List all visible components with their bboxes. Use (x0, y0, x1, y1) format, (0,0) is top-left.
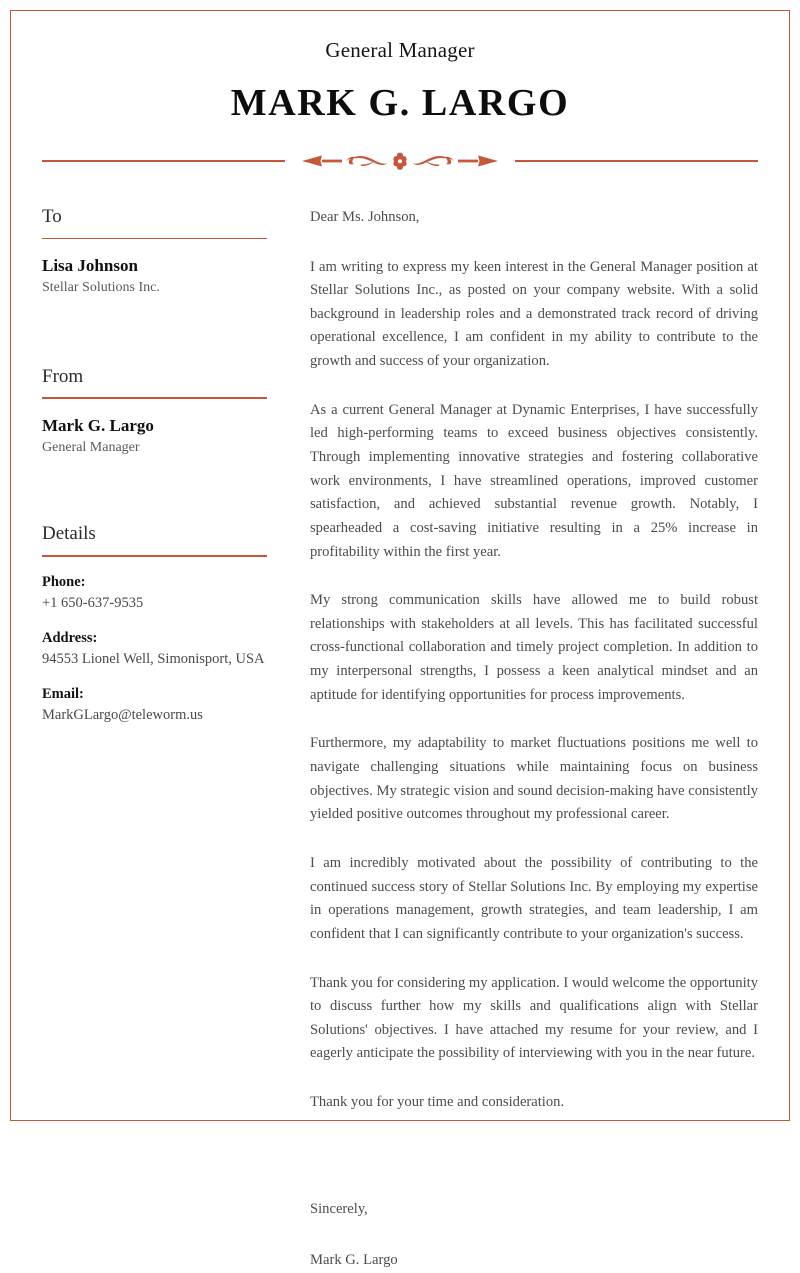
letter-paragraph: Thank you for your time and consideration. (310, 1094, 565, 1111)
detail-item-address (42, 629, 267, 670)
detail-item-email (42, 685, 267, 726)
detail-value-phone: +1 650-637-9535 (42, 595, 144, 612)
sender-title: General Manager (42, 440, 140, 456)
letter-header (42, 0, 758, 126)
detail-value-email: MarkGLargo@teleworm.us (42, 707, 203, 724)
detail-label-email: Email: (42, 685, 84, 702)
sidebar-heading-from: From (42, 365, 84, 387)
letter-text-column (310, 206, 758, 1273)
sidebar-spacer-from (42, 465, 267, 523)
sidebar-heading-to: To (42, 205, 62, 227)
sidebar-heading-details: Details (42, 523, 96, 545)
detail-label-phone: Phone: (42, 573, 86, 590)
recipient-company: Stellar Solutions Inc. (42, 280, 160, 296)
signature-spacer (310, 1140, 758, 1198)
letter-signature: Mark G. Largo (310, 1252, 398, 1269)
floral-flourish-ornament-icon (285, 150, 515, 172)
letter-body (42, 206, 758, 1273)
page-title: MARK G. LARGO (230, 82, 570, 125)
letter-salutation: Dear Ms. Johnson, (310, 208, 420, 225)
recipient-name: Lisa Johnson (42, 256, 138, 276)
sidebar-section-from (42, 366, 267, 458)
detail-item-phone (42, 573, 267, 614)
sidebar-section-to (42, 206, 267, 298)
sidebar (42, 206, 267, 726)
page-content (42, 0, 758, 1269)
sidebar-rule-details (42, 555, 267, 557)
letter-paragraph: Thank you for considering my application. I would welcome the opportunity to discuss further how my skills and qualifications align with Stellar Solutions' objectives. I have attached my resume for your review, and I eagerly anticipate the possibility of interviewing with you in the near future. (310, 974, 758, 1062)
detail-value-address: 94553 Lionel Well, Simonisport, USA (42, 651, 265, 668)
sidebar-section-details (42, 523, 267, 726)
job-title: General Manager (325, 38, 475, 62)
detail-label-address: Address: (42, 629, 98, 646)
sender-name: Mark G. Largo (42, 415, 154, 435)
letter-paragraph: My strong communication skills have allowed me to build robust relationships with stakeholders at all levels. This has facilitated successful cross-functional collaboration and timely project completion. In addition to my interpersonal strengths, I possess a keen analytical mindset and an aptitude for identifying opportunities for process improvements. (310, 592, 758, 703)
letter-paragraph: As a current General Manager at Dynamic Enterprises, I have successfully led high-performing teams to exceed business objectives consistently. Through implementing innovative strategies and fostering collaborative work environments, I have streamlined operations, improved customer satisfaction, and achieved substantial revenue growth. Notably, I spearheaded a cost-saving initiative resulting in a 25% increase in profitability within the first year. (310, 401, 758, 560)
letter-paragraph: Furthermore, my adaptability to market fluctuations positions me well to navigate challenging situations while maintaining focus on business objectives. My strategic vision and sound decision-making have consistently yielded positive outcomes throughout my professional career. (310, 735, 758, 823)
sidebar-rule-to (42, 238, 267, 240)
sidebar-rule-from (42, 397, 267, 399)
letter-closing: Sincerely, (310, 1200, 368, 1217)
letter-paragraph: I am incredibly motivated about the possibility of contributing to the continued success story of Stellar Solutions Inc. By employing my expertise in operations management, growth strategies, and team leadership, I am confident that I can significantly contribute to your organization's success. (310, 854, 758, 942)
header-divider (42, 150, 758, 172)
sidebar-spacer-to (42, 306, 267, 366)
letter-paragraph: I am writing to express my keen interest in the General Manager position at Stellar Solutions Inc., as posted on your company website. With a solid background in leadership roles and a demonstrated track record of driving operational excellence, I am confident in my ability to contribute to the growth and success of your organization. (310, 258, 758, 370)
